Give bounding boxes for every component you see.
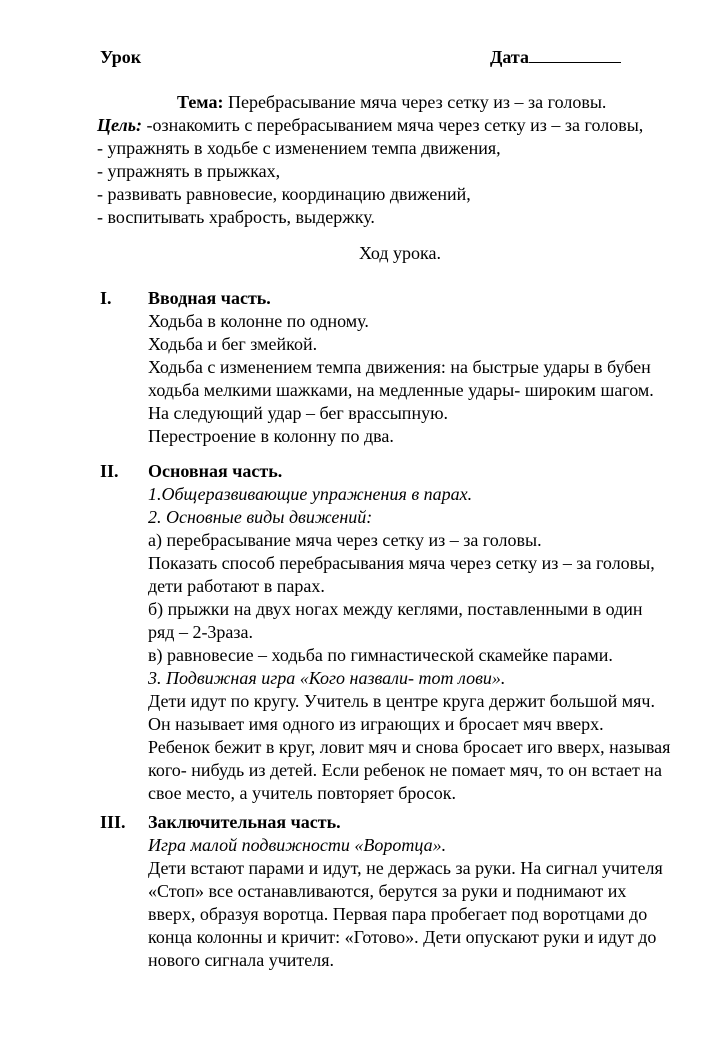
section-body — [148, 287, 704, 448]
section-number: II. — [100, 461, 119, 481]
section-line: Ходьба в колонне по одному. — [148, 311, 369, 331]
topic-label: Тема: — [177, 92, 224, 112]
section-line: 1.Общеразвивающие упражнения в парах. — [148, 484, 473, 504]
section-line: На следующий удар – бег врассыпную. — [148, 403, 449, 423]
section-title: Заключительная часть. — [148, 812, 341, 832]
section-line: Ходьба с изменением темпа движения: на быстрые удары в бубен — [148, 357, 651, 377]
section-title: Вводная часть. — [148, 288, 271, 308]
section-line: Ходьба и бег змейкой. — [148, 334, 318, 354]
section-line: Показать способ перебрасывания мяча через сетку из – за головы, — [148, 553, 655, 573]
section-line: «Стоп» все останавливаются, берутся за руки и поднимают их — [148, 881, 627, 901]
progress-title: Ход урока. — [359, 243, 441, 263]
goal-text: -ознакомить с перебрасыванием мяча через сетку из – за головы, — [142, 115, 644, 135]
section-body — [148, 811, 704, 972]
section-line: 3. Подвижная игра «Кого назвали- тот лови». — [148, 668, 506, 688]
section-line: Он называет имя одного из играющих и бросает мяч вверх. — [148, 714, 604, 734]
section-line: нового сигнала учителя. — [148, 950, 335, 970]
section-line: ряд – 2-3раза. — [148, 622, 254, 642]
section-line: а) перебрасывание мяча через сетку из – за головы. — [148, 530, 542, 550]
date-label-text: Дата — [490, 47, 529, 67]
intro-block — [97, 91, 697, 229]
date-blank-line — [529, 46, 621, 63]
goal-label: Цель: — [97, 115, 142, 135]
section-line: в) равновесие – ходьба по гимнастической скамейке парами. — [148, 645, 613, 665]
topic-line — [97, 91, 697, 114]
section-number: III. — [100, 812, 126, 832]
goal-line — [97, 114, 697, 137]
section-line: Перестроение в колонну по два. — [148, 426, 394, 446]
section-number: I. — [100, 288, 112, 308]
goal-item: - упражнять в ходьбе с изменением темпа движения, — [97, 138, 501, 158]
section-body — [148, 460, 704, 805]
goal-item: - упражнять в прыжках, — [97, 161, 281, 181]
section-line: дети работают в парах. — [148, 576, 325, 596]
topic-text: Перебрасывание мяча через сетку из – за головы. — [223, 92, 607, 112]
section-line: конца колонны и кричит: «Готово». Дети опускают руки и идут до — [148, 927, 657, 947]
section-line: Дети идут по кругу. Учитель в центре круга держит большой мяч. — [148, 691, 655, 711]
section-line: кого- нибудь из детей. Если ребенок не помает мяч, то он встает на — [148, 760, 662, 780]
section-line: 2. Основные виды движений: — [148, 507, 373, 527]
section-line: Дети встают парами и идут, не держась за руки. На сигнал учителя — [148, 858, 663, 878]
section-title: Основная часть. — [148, 461, 283, 481]
header-row — [100, 46, 630, 69]
lesson-label: Урок — [100, 47, 142, 67]
section-line: вверх, образуя воротца. Первая пара пробегает под воротцами до — [148, 904, 648, 924]
goal-item: - воспитывать храбрость, выдержку. — [97, 207, 375, 227]
section-line: Ребенок бежит в круг, ловит мяч и снова бросает иго вверх, называя — [148, 737, 671, 757]
section-line: свое место, а учитель повторяет бросок. — [148, 783, 457, 803]
section-line: ходьба мелкими шажками, на медленные удары- широким шагом. — [148, 380, 654, 400]
goal-item: - развивать равновесие, координацию движений, — [97, 184, 471, 204]
date-label — [490, 46, 621, 69]
section-line: Игра малой подвижности «Воротца». — [148, 835, 447, 855]
section-line: б) прыжки на двух ногах между кеглями, поставленными в один — [148, 599, 643, 619]
